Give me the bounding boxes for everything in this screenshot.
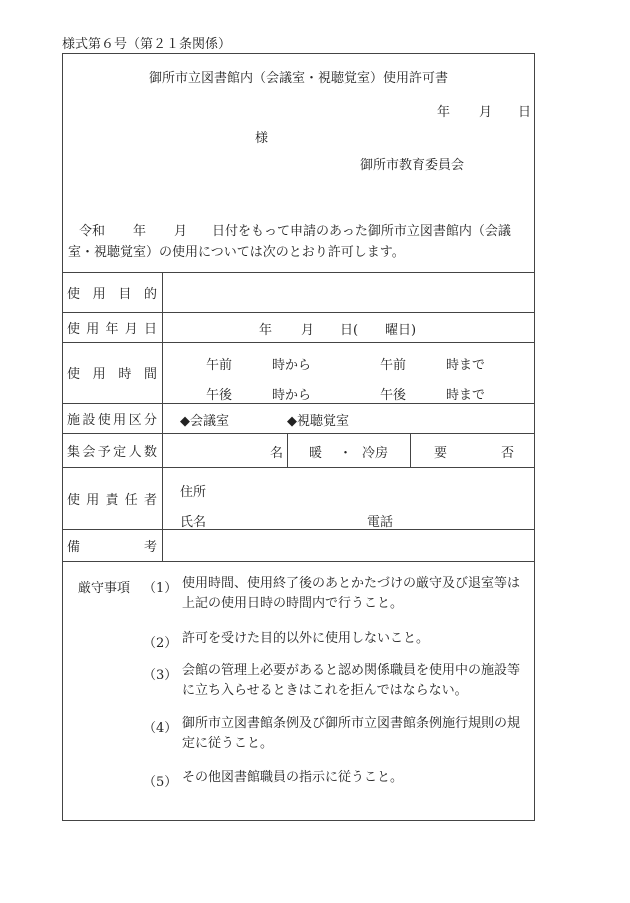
time-am-start-suffix: 時から xyxy=(272,358,312,373)
time-am-end: 午前 xyxy=(380,358,407,373)
label-purpose: 使 用 目 的 xyxy=(67,286,157,302)
label-remarks: 備 考 xyxy=(67,539,157,555)
note-number: （5） xyxy=(143,775,178,790)
body-text-line1: 日付をもって申請のあった御所市立図書館内（会議 xyxy=(212,224,511,239)
responsible-address-label: 住所 xyxy=(180,485,207,500)
time-pm-end-suffix: 時まで xyxy=(446,388,486,403)
attendance-divider-2 xyxy=(410,433,411,467)
time-pm-end: 午後 xyxy=(380,388,407,403)
responsible-name-label: 氏名 xyxy=(180,515,207,530)
form-title: 御所市立図書館内（会議室・視聴覚室）使用許可書 xyxy=(148,71,448,86)
label-use-date: 使 用 年 月 日 xyxy=(67,321,157,337)
date-year-label: 年 xyxy=(437,105,451,120)
notes-heading: 厳守事項 xyxy=(78,581,131,596)
use-date-month: 月 xyxy=(301,323,315,338)
use-date-day: 日( xyxy=(340,323,359,338)
time-pm-start-suffix: 時から xyxy=(272,388,312,403)
body-year: 年 xyxy=(133,224,147,239)
addressee-suffix: 様 xyxy=(255,131,269,146)
responsible-name-field[interactable] xyxy=(215,505,355,527)
body-month: 月 xyxy=(174,224,188,239)
purpose-field[interactable] xyxy=(163,273,534,311)
note-text: 許可を受けた目的以外に使用しないこと。 xyxy=(182,631,430,646)
table-bottom-line xyxy=(62,561,535,562)
note-number: （3） xyxy=(143,668,178,683)
time-am-end-suffix: 時まで xyxy=(446,358,486,373)
label-use-time: 使 用 時 間 xyxy=(67,367,157,382)
issuer-name: 御所市教育委員会 xyxy=(360,158,465,173)
responsible-phone-field[interactable] xyxy=(402,505,527,527)
form-number: 様式第６号（第２１条関係） xyxy=(62,37,232,52)
facility-option-meeting-room[interactable]: ◆会議室 xyxy=(180,414,229,429)
date-month-label: 月 xyxy=(479,105,493,120)
note-number: （2） xyxy=(143,636,178,651)
label-facility: 施 設 使 用 区 分 xyxy=(67,412,157,428)
body-reiwa: 令和 xyxy=(79,224,106,239)
label-responsible-person: 使 用 責 任 者 xyxy=(67,492,157,508)
ac-cooling[interactable]: 冷房 xyxy=(362,446,389,461)
note-number: （4） xyxy=(143,721,178,736)
time-am-start: 午前 xyxy=(206,358,233,373)
attendance-divider-1 xyxy=(287,433,288,467)
time-pm-start: 午後 xyxy=(206,388,233,403)
attendance-count-field[interactable] xyxy=(163,434,286,466)
note-text: 御所市立図書館条例及び御所市立図書館条例施行規則の規定に従うこと。 xyxy=(182,716,521,751)
date-day-label: 日 xyxy=(518,105,532,120)
remarks-field[interactable] xyxy=(163,530,534,560)
attendance-unit: 名 xyxy=(270,446,284,461)
use-date-year: 年 xyxy=(259,323,273,338)
facility-option-av-room[interactable]: ◆視聴覚室 xyxy=(287,414,349,429)
note-text: 使用時間、使用終了後のあとかたづけの厳守及び退室等は上記の使用日時の時間内で行うこと。 xyxy=(182,576,521,611)
ac-separator: ・ xyxy=(339,446,353,461)
ac-heating[interactable]: 暖 xyxy=(309,446,323,461)
label-attendance: 集 会 予 定 人 数 xyxy=(67,444,157,460)
not-needed-option[interactable]: 否 xyxy=(501,446,515,461)
body-text-line2: 室・視聴覚室）の使用については次のとおり許可します。 xyxy=(68,245,405,260)
use-date-weekday: 曜日) xyxy=(385,323,417,338)
note-text: 会館の管理上必要があると認め関係職員を使用中の施設等に立ち入らせるときはこれを拒んではならない。 xyxy=(182,663,521,698)
note-number: （1） xyxy=(143,581,178,596)
responsible-phone-label: 電話 xyxy=(367,515,394,530)
responsible-address-field[interactable] xyxy=(215,476,525,500)
need-option[interactable]: 要 xyxy=(434,446,448,461)
note-text: その他図書館職員の指示に従うこと。 xyxy=(182,770,404,785)
